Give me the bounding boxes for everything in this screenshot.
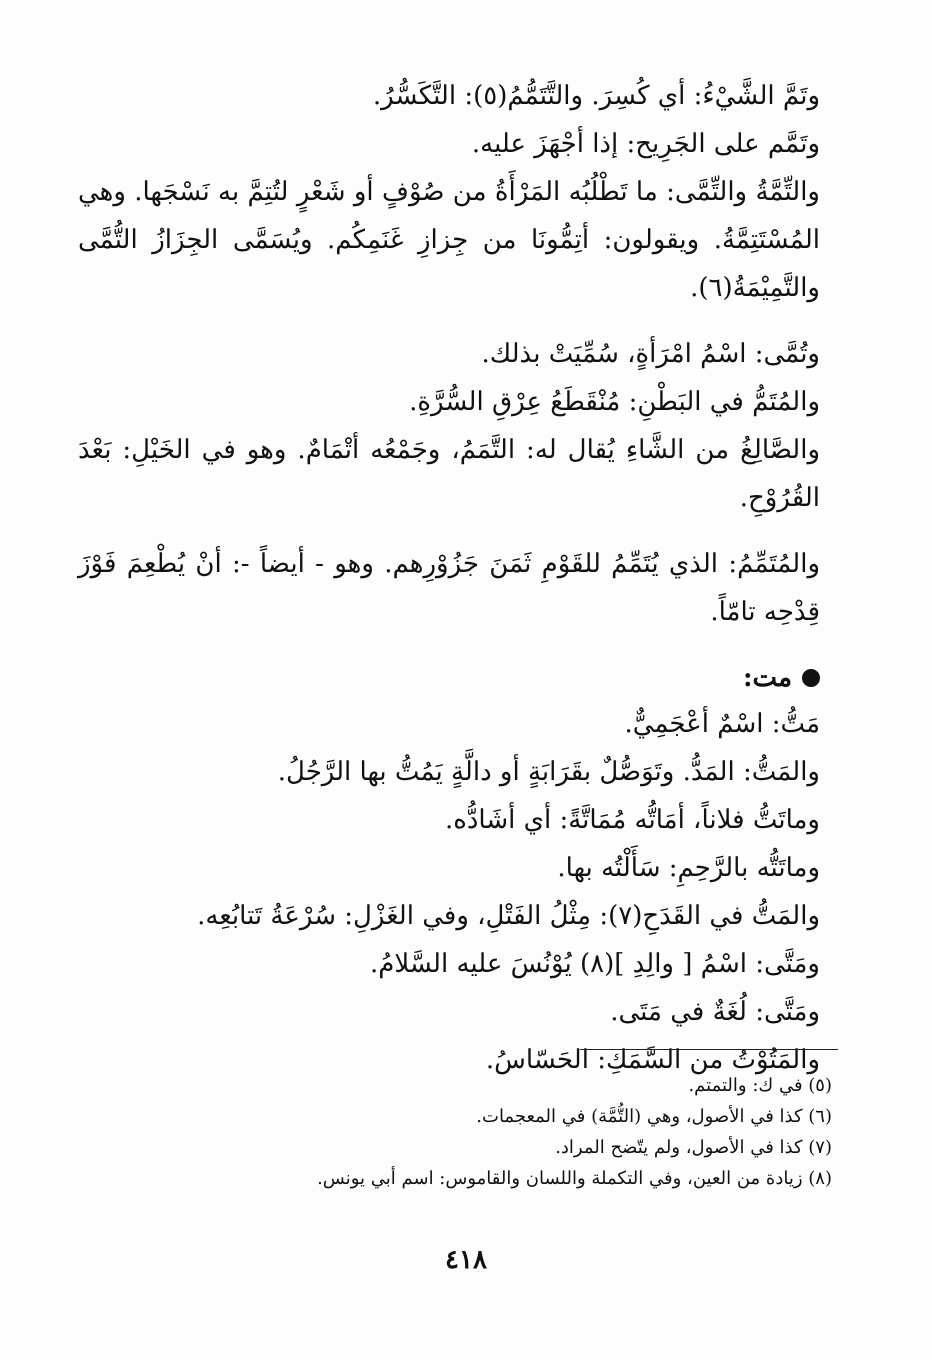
bullet-icon: [802, 669, 820, 687]
section-line: والمَتُّ: المَدُّ. وتَوَصُّلٌ بقَرَابَةٍ أو دالَّةٍ يَمُتُّ بها الرَّجُلُ.: [277, 757, 820, 787]
entry-paragraph: وتُمَّى: اسْمُ امْرَأةٍ، سُمِّيَتْ بذلك.: [481, 339, 820, 369]
section-line: وماتَتُّ فلاناً، أمَاتُّه مُمَاتَّةً: أي أشَادُّه.: [444, 805, 820, 835]
footnote-divider: [580, 1049, 838, 1050]
section-line: ومَتَّى: لُغَةٌ في مَتَى.: [610, 997, 820, 1027]
entry-paragraph: وتَمَّ الشَّيْءُ: أي كُسِرَ. والتَّتَمُّمُ(٥): التَّكَسُّرُ.: [372, 81, 820, 111]
section-line: وماتَتُّه بالرَّحِمِ: سَأَلْتُه بها.: [557, 853, 820, 883]
entry-paragraph: والصَّالِغُ من الشَّاءِ يُقال له: التَّمَمُ، وجَمْعُه أتْمَامٌ. وهو في الخَيْلِ: بَعْدَ القُرُوْحِ.: [78, 435, 820, 513]
main-text: [78, 72, 820, 1084]
footnote: (٥) في ك: والتمتم.: [688, 1075, 832, 1096]
section-heading-row: [78, 656, 820, 700]
entry-paragraph: والمُتَمِّمُ: الذي يُتَمِّمُ للقَوْمِ ثَمَنَ جَزُوْرِهم. وهو - أيضاً -: أنْ يُطْعِمَ فَوْزَ قِدْحِه تامّاً.: [78, 549, 820, 627]
entry-paragraph: وتَمَّم على الجَرِيح: إذا أجْهَزَ عليه.: [471, 129, 820, 159]
section-heading: مت:: [742, 663, 792, 693]
section-line: ومَتَّى: اسْمُ [ والِدِ ](٨) يُوْنُسَ عليه السَّلامُ.: [369, 949, 820, 979]
entry-paragraph: والتِّمَّةُ والتِّمَّى: ما تَطْلُبُه المَرْأَةُ من صُوْفٍ أو شَعْرٍ لتُتِمَّ به نَسْجَها. وهي المُسْتَتِمَّةُ. ويقولون: أتِمُّونَا من جِزازِ غَنَمِكُم. ويُسَمَّى الجِزَازُ التُّمَّى والتَّمِيْمَةُ(٦).: [78, 177, 820, 303]
footnote: (٧) كذا في الأصول، ولم يتّضح المراد.: [555, 1137, 832, 1158]
page-number: ٤١٨: [445, 1245, 487, 1275]
footnote: (٦) كذا في الأصول، وهي (التُّمَّة) في المعجمات.: [476, 1106, 832, 1127]
section-line: مَتُّ: اسْمٌ أعْجَمِيٌّ.: [624, 709, 820, 739]
entry-paragraph: والمُتَمُّ في البَطْنِ: مُنْقَطَعُ عِرْقِ السُّرَّةِ.: [409, 387, 820, 417]
footnote: (٨) زيادة من العين، وفي التكملة واللسان والقاموس: اسم أبي يونس.: [317, 1168, 832, 1189]
section-line: والمَتُوْتُ من السَّمَكِ: الحَسّاسُ.: [485, 1045, 820, 1075]
section-line: والمَتُّ في القَدَحِ(٧): مِثْلُ الفَتْلِ، وفي الغَزْلِ: سُرْعَةُ تَتابُعِه.: [197, 901, 820, 931]
footnotes: [120, 1070, 832, 1194]
